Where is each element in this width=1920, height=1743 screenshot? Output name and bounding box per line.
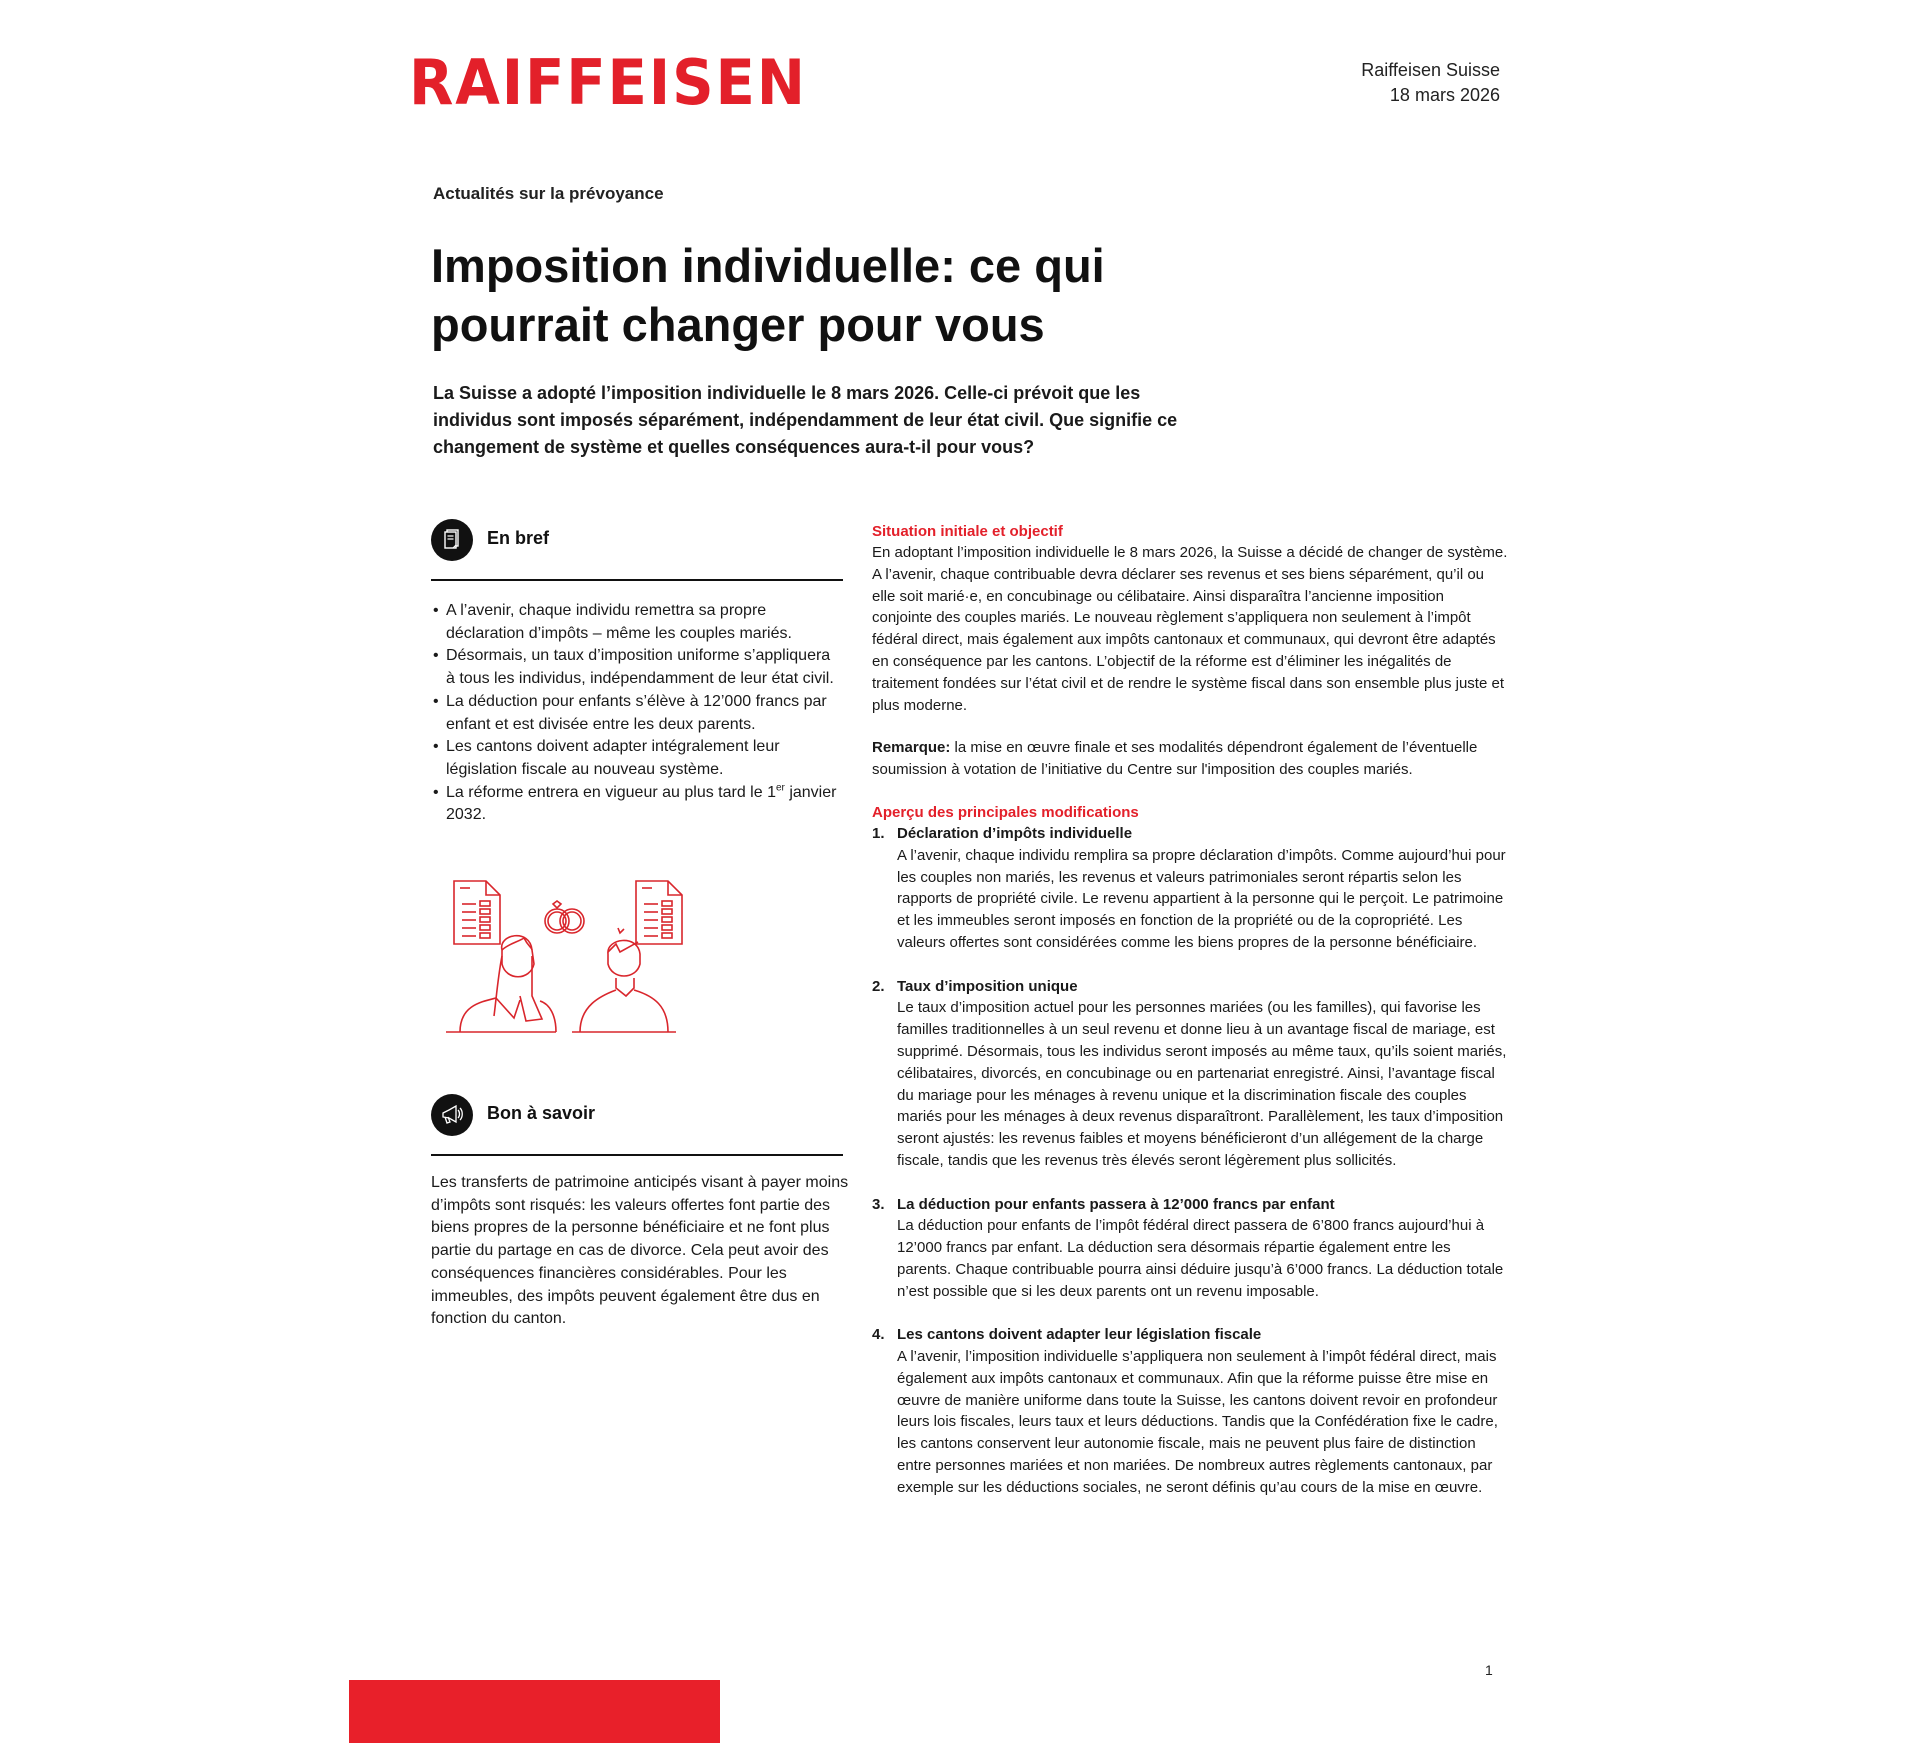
title-line-1: Imposition individuelle: ce qui xyxy=(431,239,1105,292)
list-item: • La réforme entrera en vigueur au plus tard le 1er janvier 2032. xyxy=(431,782,843,827)
title-line-2: pourrait changer pour vous xyxy=(431,298,1045,351)
item-title: Déclaration d’impôts individuelle xyxy=(897,824,1133,842)
section-heading-situation: Situation initiale et objectif xyxy=(872,523,1063,540)
item-text: A l’avenir, l’imposition individuelle s’appliquera non seulement à l’impôt fédéral direct, mais également aux impôts cantonaux et communaux. Afin que la réforme puisse être mise en œuvre de manière uniforme dans toute la Suisse, les cantons doivent revoir en profondeur leurs lois fiscales, leurs taux et leurs déductions. Tandis que la Confédération fixe le cadre, les cantons conservent leur autonomie fiscale, mais ne peuvent plus faire de distinction entre personnes mariées et non mariées. De nombreux autres règlements cantonaux, par exemple sur les déductions sociales, ne seront définis qu’au cours de la mise en œuvre. xyxy=(897,1348,1498,1496)
item-title: Taux d’imposition unique xyxy=(897,977,1078,995)
list-item: • A l’avenir, chaque individu remettra sa propre déclaration d’impôts – même les couples mariés. xyxy=(431,600,843,645)
item-text: Le taux d’imposition actuel pour les personnes mariées (ou les familles), qui favorise les familles traditionnelles à un seul revenu et donne lieu à un avantage fiscal de mariage, est supprimé. Désormais, tous les individus seront imposés au même taux, qu’ils soient mariés, célibataires, divorcés, en concubinage ou en partenariat enregistré. Ainsi, l’avantage fiscal du mariage pour les ménages à revenu unique et la discrimination fiscale des couples mariés pour les ménages à deux revenus disparaîtront. Parallèlement, les taux d’imposition seront ajustés: les revenus faibles et moyens bénéficieront d’un allégement de la charge fiscale, tandis que les revenus très élevés seront légèrement plus sollicités. xyxy=(897,999,1507,1169)
item-title: Les cantons doivent adapter leur législation fiscale xyxy=(897,1326,1262,1344)
en-bref-heading: En bref xyxy=(487,528,550,548)
remark-text: la mise en œuvre finale et ses modalités dépendront également de l’éventuelle soumission à votation de l’initiative du Centre sur l'imposition des couples mariés. xyxy=(872,739,1478,779)
list-item: • La déduction pour enfants s’élève à 12’000 francs par enfant et est divisée entre les deux parents. xyxy=(431,691,843,736)
list-item: 1. Déclaration d’impôts individuelle A l’avenir, chaque individu remplira sa propre déclaration d’impôts. Comme aujourd’hui pour les couples non mariés, les revenus et valeurs patrimoniales seront répartis selon les rapports de propriété civile. Le revenu appartient à la personne qui le perçoit. Le patrimoine et les immeubles seront imposés en fonction de la propriété ou de la copropriété. Les valeurs offertes sont considérées comme les biens propres de la personne bénéficiaire. xyxy=(872,823,1508,954)
raiffeisen-logo: RAIFFEISEN xyxy=(409,46,807,119)
list-item: 4. Les cantons doivent adapter leur législation fiscale A l’avenir, l’imposition individuelle s’appliquera non seulement à l’impôt fédéral direct, mais également aux impôts cantonaux et communaux. Afin que la réforme puisse être mise en œuvre de manière uniforme dans toute la Suisse, les cantons doivent revoir en profondeur leurs lois fiscales, leurs taux et leurs déductions. Tandis que la Confédération fixe le cadre, les cantons conservent leur autonomie fiscale, mais ne peuvent plus faire de distinction entre personnes mariées et non mariées. De nombreux autres règlements cantonaux, par exemple sur les déductions sociales, ne seront définis qu’au cours de la mise en œuvre. xyxy=(872,1324,1508,1498)
bon-a-savoir-heading: Bon à savoir xyxy=(487,1103,596,1123)
couple-tax-declaration-illustration xyxy=(440,876,690,1041)
divider xyxy=(431,1154,843,1156)
lead-paragraph: La Suisse a adopté l’imposition individuelle le 8 mars 2026. Celle-ci prévoit que les individus sont imposés séparément, indépendamment de leur état civil. Que signifie ce changement de système et quelles conséquences aura-t-il pour vous? xyxy=(433,383,1178,457)
page-number: 1 xyxy=(1485,1662,1493,1678)
bon-a-savoir-text: Les transferts de patrimoine anticipés visant à payer moins d’impôts sont risqués: les valeurs offertes font partie des biens propres de la personne bénéficiaire et ne font plus partie du partage en cas de divorce. Cela peut avoir des conséquences financières considérables. Pour les immeubles, des impôts peuvent également être dus en fonction du canton. xyxy=(431,1174,849,1328)
section-text-situation: En adoptant l’imposition individuelle le 8 mars 2026, la Suisse a décidé de changer de système. A l’avenir, chaque contribuable devra déclarer ses revenus et ses biens séparément, qu’il ou elle soit marié·e, en concubinage ou célibataire. Ainsi disparaîtra l’ancienne imposition conjointe des couples mariés. Le nouveau règlement s’appliquera non seulement à l’impôt fédéral direct, mais également aux impôts cantonaux et communaux, qui devront être adaptés en conséquence par les cantons. L’objectif de la réforme est d’éliminer les inégalités de traitement fondées sur l’état civil et de rendre le système fiscal dans son ensemble plus juste et plus moderne. xyxy=(872,544,1508,714)
section-heading-overview: Aperçu des principales modifications xyxy=(872,803,1139,821)
en-bref-list xyxy=(431,600,843,827)
item-text: A l’avenir, chaque individu remplira sa propre déclaration d’impôts. Comme aujourd’hui pour les couples non mariés, les revenus et valeurs patrimoniales seront répartis selon les rapports de propriété civile. Le revenu appartient à la personne qui le perçoit. Le patrimoine et les immeubles seront imposés en fonction de la propriété ou de la copropriété. Les valeurs offertes sont considérées comme les biens propres de la personne bénéficiaire. xyxy=(897,846,1506,951)
publisher: Raiffeisen Suisse xyxy=(1361,60,1500,80)
divider xyxy=(431,579,843,581)
publication-date: 18 mars 2026 xyxy=(1389,85,1500,105)
kicker: Actualités sur la prévoyance xyxy=(433,184,664,203)
list-item: 3. La déduction pour enfants passera à 12’000 francs par enfant La déduction pour enfants de l’impôt fédéral direct passera de 6’800 francs aujourd’hui à 12’000 francs par enfant. La déduction sera désormais répartie également entre les parents. Chaque contribuable pourra ainsi déduire jusqu’à 6’000 francs. La déduction totale n’est possible que si les deux parents ont un revenu imposable. xyxy=(872,1194,1508,1303)
megaphone-icon xyxy=(431,1094,473,1136)
main-column xyxy=(872,521,1508,1499)
remark xyxy=(872,737,1508,781)
list-item: • Désormais, un taux d’imposition uniforme s’appliquera à tous les individus, indépendamment de leur état civil. xyxy=(431,645,843,690)
item-text: La déduction pour enfants de l’impôt fédéral direct passera de 6’800 francs aujourd’hui à 12’000 francs par enfant. La déduction sera désormais répartie également entre les parents. Chaque contribuable pourra ainsi déduire jusqu’à 6’000 francs. La déduction totale n’est possible que si les deux parents ont un revenu imposable. xyxy=(897,1217,1504,1300)
en-bref-header xyxy=(431,519,843,599)
list-item: 2. Taux d’imposition unique Le taux d’imposition actuel pour les personnes mariées (ou les familles), qui favorise les familles traditionnelles à un seul revenu et donne lieu à un avantage fiscal de mariage, est supprimé. Désormais, tous les individus seront imposés au même taux, qu’ils soient mariés, célibataires, divorcés, en concubinage ou en partenariat enregistré. Ainsi, l’avantage fiscal du mariage pour les ménages à revenu unique et la discrimination fiscale des couples mariés pour les ménages à deux revenus disparaîtront. Parallèlement, les taux d’imposition seront ajustés: les revenus faibles et moyens bénéficieront d’un allégement de la charge fiscale, tandis que les revenus très élevés seront légèrement plus sollicités. xyxy=(872,977,1507,1169)
list-item: • Les cantons doivent adapter intégralement leur législation fiscale au nouveau système. xyxy=(431,736,843,781)
footer-brand-bar xyxy=(349,1680,720,1743)
modifications-list xyxy=(872,823,1508,1499)
document-icon xyxy=(431,519,473,561)
item-title: La déduction pour enfants passera à 12’000 francs par enfant xyxy=(897,1195,1335,1213)
bon-a-savoir-header xyxy=(431,1094,843,1174)
page-title xyxy=(431,236,1191,354)
remark-label: Remarque: xyxy=(872,739,951,757)
document-meta xyxy=(1361,58,1500,108)
